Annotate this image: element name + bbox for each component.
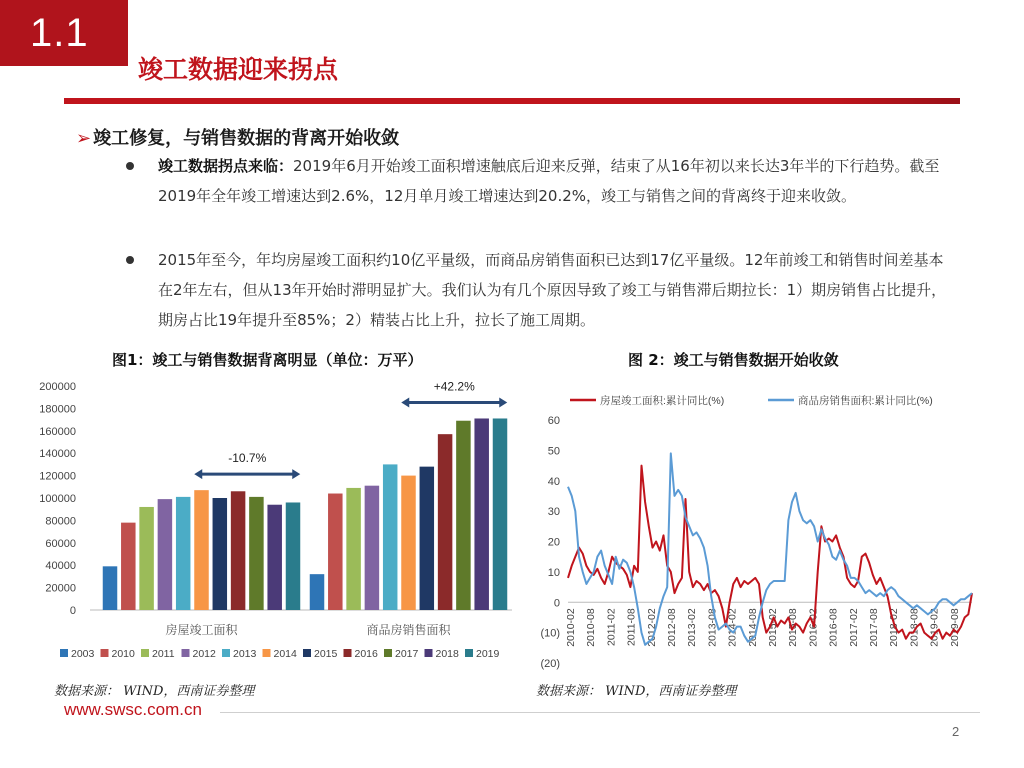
bar-2012 [365,486,380,610]
annotation-arrowhead-left [194,469,202,479]
x-tick-label: 2013-08 [706,608,719,647]
legend-swatch-2018 [425,649,433,657]
x-tick-label: 2019-08 [948,608,961,647]
bar-2016 [231,491,246,610]
x-tick-label: 2017-02 [847,608,860,647]
y-tick-label: 20000 [45,582,76,595]
figure-1-title: 图1：竣工与销售数据背离明显（单位：万平） [112,351,423,369]
bar-2010 [121,523,136,610]
x-tick-label: 2015-02 [767,608,779,647]
bar-2014 [194,490,209,610]
legend-swatch-2015 [303,649,311,657]
legend-label: 2014 [273,648,297,660]
sub-heading-text: 竣工修复，与销售数据的背离开始收敛 [93,128,400,149]
y-tick-label: 60 [547,415,560,427]
y-tick-label: (20) [540,658,560,670]
bar-2016 [438,434,453,610]
annotation-arrowhead-left [401,397,409,407]
bullet-dot-icon [126,162,134,170]
bar-2013 [383,464,398,610]
page-title: 竣工数据迎来拐点 [138,55,339,84]
legend-swatch-2016 [344,649,352,657]
legend-label: 2019 [476,648,500,660]
legend-swatch-2014 [263,649,271,657]
y-tick-label: 100000 [39,493,76,505]
bullet-dot-icon [126,256,134,264]
x-tick-label: 2012-02 [645,608,658,647]
legend-label: 2016 [354,648,378,660]
x-tick-label: 2017-08 [868,608,880,647]
annotation-arrowhead-right [499,397,507,407]
bullet-paragraph-1 [158,151,948,211]
bar-2010 [328,494,343,610]
bar-2003 [310,574,325,610]
bullet-1-bold: 竣工数据拐点来临： [158,157,294,175]
bar-chart-completion-vs-sales [30,372,520,672]
legend-label: 2015 [314,648,338,660]
legend-swatch-2017 [384,649,392,657]
bar-2013 [176,497,191,610]
bar-2014 [401,476,416,610]
legend-swatch-2003 [60,649,68,657]
website-link[interactable]: www.swsc.com.cn [64,700,202,719]
y-tick-label: 10 [547,566,560,579]
legend-label: 2012 [192,648,216,660]
legend-label: 房屋竣工面积:累计同比(%) [600,395,725,407]
footer-divider [220,712,980,713]
y-tick-label: 30 [547,506,560,519]
x-tick-label: 2019-02 [928,608,941,647]
legend-label: 2018 [435,648,459,660]
legend-swatch-2019 [465,649,473,657]
legend-label: 2017 [395,648,419,660]
y-tick-label: 120000 [39,470,76,483]
x-tick-label: 2015-08 [787,608,800,647]
x-category-label: 商品房销售面积 [366,623,451,637]
page-number: 2 [952,724,960,739]
bullet-2-text: 2015年至今，年均房屋竣工面积约10亿平量级，而商品房销售面积已达到17亿平量级。12年前竣工和销售时间差基本在2年左右，但从13年开始时滞明显扩大。我们认为有几个原因导致了竣工与销售滞后期拉长：1）期房销售占比提升，期房占比19年提升至85%；2）精装占比上升，拉长了施工周期。 [158,251,947,329]
line-chart-yoy-growth [528,378,978,678]
bar-2011 [139,507,154,610]
bar-2011 [346,488,361,610]
legend-swatch-2013 [222,649,230,657]
bar-2018 [474,418,489,610]
x-tick-label: 2018-02 [888,608,901,647]
bar-2012 [158,499,173,610]
x-tick-label: 2010-08 [585,608,598,647]
bar-2017 [456,421,471,610]
x-tick-label: 2011-08 [625,608,638,647]
legend-swatch-2012 [182,649,190,657]
legend-label: 2011 [152,648,175,660]
x-tick-label: 2016-02 [807,608,820,647]
legend-label: 2013 [233,648,257,660]
bar-2018 [267,505,282,610]
legend-swatch-2010 [101,649,109,657]
figure-2-title: 图 2：竣工与销售数据开始收敛 [628,351,839,369]
x-tick-label: 2018-08 [908,608,921,647]
title-divider [64,98,960,104]
x-category-label: 房屋竣工面积 [165,623,238,637]
bar-2017 [249,497,264,610]
figure-2-source: 数据来源： WIND，西南证券整理 [536,684,737,699]
y-tick-label: (10) [540,627,560,640]
y-tick-label: 160000 [39,425,76,438]
bar-2019 [493,418,508,610]
bullet-paragraph-2 [158,245,948,335]
legend-label: 2003 [71,648,95,660]
annotation-label: +42.2% [433,379,475,394]
y-tick-label: 180000 [39,403,76,416]
bar-2015 [420,467,435,610]
y-tick-label: 0 [69,605,76,617]
legend-label: 商品房销售面积:累计同比(%) [798,395,933,407]
x-tick-label: 2011-02 [605,608,618,647]
bar-2019 [286,502,301,610]
legend-label: 2010 [111,648,135,660]
x-tick-label: 2013-02 [686,608,699,647]
sub-heading [76,124,399,150]
y-tick-label: 200000 [39,381,76,393]
y-tick-label: 40 [547,475,560,488]
x-tick-label: 2014-02 [726,608,739,647]
y-tick-label: 140000 [39,448,76,461]
y-tick-label: 20 [547,536,560,549]
y-tick-label: 80000 [45,515,76,528]
arrow-bullet-icon: ➢ [76,128,92,149]
y-tick-label: 0 [553,597,560,610]
y-tick-label: 40000 [45,560,76,573]
y-tick-label: 50 [547,445,560,458]
annotation-arrowhead-right [292,469,300,479]
section-number-badge: 1.1 [0,0,128,66]
bar-2015 [213,498,228,610]
annotation-label: -10.7% [228,451,267,466]
x-tick-label: 2012-08 [666,608,678,647]
x-tick-label: 2014-08 [746,608,759,647]
x-tick-label: 2016-08 [827,608,840,647]
x-tick-label: 2010-02 [565,608,577,647]
figure-1-source: 数据来源： WIND，西南证券整理 [54,684,255,699]
bar-2003 [103,566,118,610]
y-tick-label: 60000 [45,537,76,550]
legend-swatch-2011 [141,649,149,657]
bullet-1-text: 2019年6月开始竣工面积增速触底后迎来反弹，结束了从16年初以来长达3年半的下行趋势。截至2019年全年竣工增速达到2.6%，12月单月竣工增速达到20.2%，竣工与销售之间的背离终于迎来收敛。 [158,157,940,205]
